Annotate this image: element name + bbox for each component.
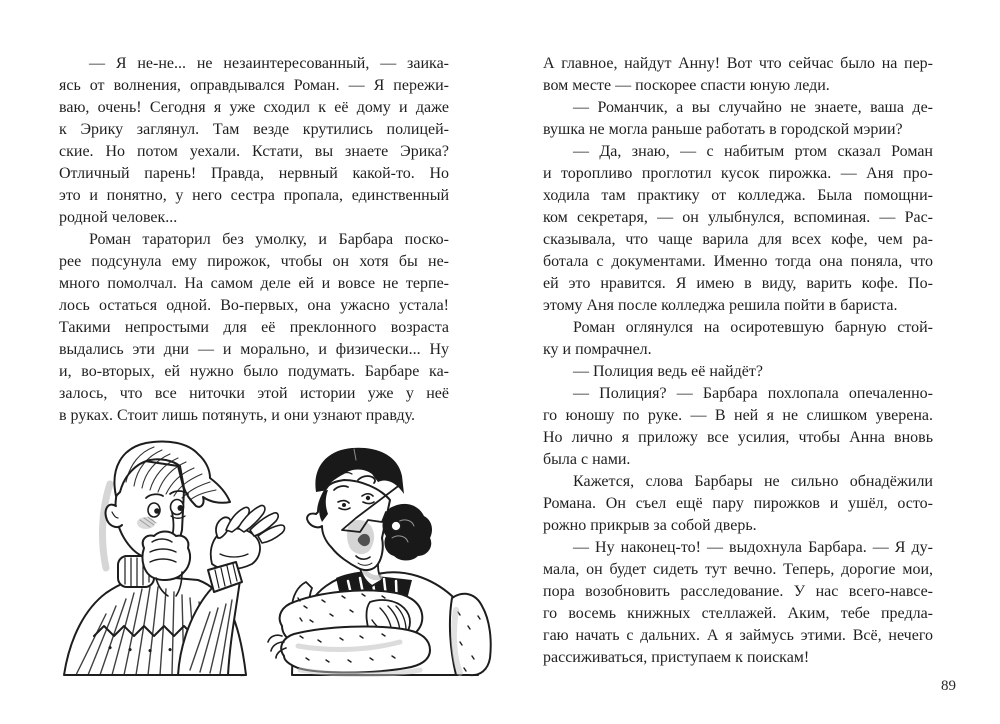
paragraph: [543, 537, 933, 669]
text-line: Кажется, слова Барбары не сильно обнадёжили: [573, 473, 933, 490]
text-line: ваю, очень! Сегодня я уже сходил к её дому и даже: [59, 99, 449, 116]
text-line: А главное, найдут Анну! Вот что сейчас было на пер-: [543, 55, 933, 72]
text-line: Но лично я приложу все усилия, чтобы Анна вновь: [543, 429, 933, 446]
illustration: [60, 430, 500, 680]
text-line: — Полиция? — Барбара похлопала опечаленно-: [573, 385, 933, 402]
man-character: [64, 441, 285, 675]
text-line: — Романчик, а вы случайно не знаете, ваша де-: [573, 99, 933, 116]
text-column-left: [59, 53, 449, 427]
text-line: — Полиция ведь её найдёт?: [573, 363, 763, 380]
text-line: сказывала, что чаще варила для всех кофе, чем ра-: [543, 231, 933, 248]
paragraph: [543, 53, 933, 97]
text-line: лось остаться одной. Во-первых, она ужасно устала!: [59, 297, 449, 314]
paragraph: [543, 361, 933, 383]
paragraph: [59, 53, 449, 229]
text-line: Такими непростыми для её преклонного возраста: [59, 319, 449, 336]
text-line: рее подсунула ему пирожок, чтобы он хотя бы не-: [59, 253, 449, 270]
text-line: залось, что все ниточки этой истории уже у неё: [59, 385, 449, 402]
text-line: ботала с документами. Именно тогда она поняла, что: [543, 253, 933, 270]
text-line: выдались эти дни — и морально, и физически... Ну: [59, 341, 449, 358]
text-line: Отличный парень! Правда, нервный какой-то. Но: [59, 165, 449, 182]
text-line: го юношу по руке. — В ней я не слишком уверена.: [543, 407, 933, 424]
text-column-right: [543, 53, 933, 669]
text-line: ку и помрачнел.: [543, 341, 652, 358]
text-line: — Да, знаю, — с набитым ртом сказал Роман: [573, 143, 933, 160]
text-line: к Эрику заглянул. Там везде крутились полицей-: [59, 121, 449, 138]
text-line: Роман оглянулся на осиротевшую барную стой-: [573, 319, 933, 336]
text-line: рожно прикрыв за собой дверь.: [543, 517, 757, 534]
paragraph: [543, 317, 933, 361]
text-line: вом месте — поскорее спасти юную леди.: [543, 77, 830, 94]
text-line: ей это нравится. Я имею в виду, варить кофе. По-: [543, 275, 933, 292]
woman-character: [268, 448, 491, 675]
text-line: ходила там практику от колледжа. Была помощни-: [543, 187, 933, 204]
text-line: рассиживаться, приступаем к поискам!: [543, 649, 810, 666]
text-line: этому Аня после колледжа решила пойти в бариста.: [543, 297, 898, 314]
text-line: была с нами.: [543, 451, 631, 468]
text-line: Романа. Он съел ещё пару пирожков и ушёл, осто-: [543, 495, 933, 512]
text-line: родной человек...: [59, 209, 178, 226]
text-line: вушка не могла раньше работать в городской мэрии?: [543, 121, 903, 138]
page-number: 89: [941, 678, 956, 694]
paragraph: [543, 97, 933, 141]
illustration-drawing: [60, 430, 500, 680]
text-line: мала, он будет сидеть тут вечно. Теперь, дорогие мои,: [543, 561, 933, 578]
paragraph: [543, 141, 933, 317]
text-line: пора возобновить расследование. У нас всего-навсе-: [543, 583, 933, 600]
text-line: ясь от волнения, оправдывался Роман. — Я пережи-: [59, 77, 449, 94]
text-line: го восемь книжных стеллажей. Аким, тебе предла-: [543, 605, 933, 622]
text-line: ские. Но потом уехали. Кстати, вы знаете Эрика?: [59, 143, 449, 160]
text-line: ком секретаря, — он улыбнулся, вспоминая. — Рас-: [543, 209, 933, 226]
text-line: в руках. Стоит лишь потянуть, и они узнают правду.: [59, 407, 416, 424]
text-line: много помолчал. На самом деле ей и вовсе не терпе-: [59, 275, 449, 292]
paragraph: [59, 229, 449, 427]
paragraph: [543, 471, 933, 537]
text-line: это и понятно, у него сестра пропала, единственный: [59, 187, 449, 204]
text-line: и, во-вторых, ей нужно было подумать. Барбаре ка-: [59, 363, 449, 380]
text-line: Роман тараторил без умолку, и Барбара поско-: [89, 231, 449, 248]
text-line: — Я не-не... не незаинтересованный, — заика-: [89, 55, 449, 72]
text-line: и торопливо проглотил кусок пирожка. — Аня про-: [543, 165, 933, 182]
text-line: гаю начать с дальних. А я займусь этими. Всё, нечего: [543, 627, 933, 644]
text-line: — Ну наконец-то! — выдохнула Барбара. — Я ду-: [573, 539, 933, 556]
paragraph: [543, 383, 933, 471]
